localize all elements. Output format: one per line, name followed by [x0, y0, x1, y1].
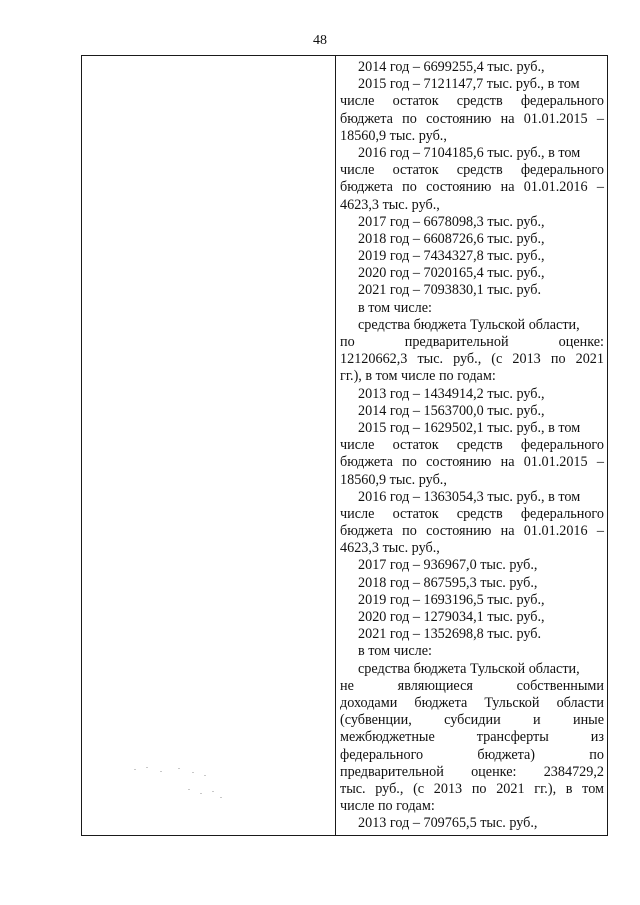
text-line: 2019 год – 1693196,5 тыс. руб.,: [358, 591, 545, 608]
document-table: [81, 55, 608, 836]
text-line: гг.), в том числе по годам:: [340, 368, 496, 385]
text-line: 2021 год – 1352698,8 тыс. руб.: [358, 626, 542, 643]
text-line: доходами бюджета Тульской области: [340, 694, 604, 711]
text-line: средства бюджета Тульской области,: [358, 316, 580, 333]
text-line: федерального бюджета) по: [340, 746, 604, 763]
text-line: 2016 год – 7104185,6 тыс. руб., в том: [358, 144, 581, 161]
page-number: 48: [313, 33, 327, 48]
text-line: 2013 год – 1434914,2 тыс. руб.,: [358, 385, 545, 402]
text-line: 2020 год – 7020165,4 тыс. руб.,: [358, 265, 545, 282]
text-line: 2014 год – 6699255,4 тыс. руб.,: [358, 59, 545, 75]
text-line: 12120662,3 тыс. руб., (с 2013 по 2021: [340, 351, 604, 368]
text-line: 4623,3 тыс. руб.,: [340, 540, 440, 557]
text-line: бюджета по состоянию на 01.01.2015 –: [340, 454, 604, 471]
text-line: тыс. руб., (с 2013 по 2021 гг.), в том: [340, 780, 604, 797]
text-line: бюджета по состоянию на 01.01.2016 –: [340, 179, 604, 196]
text-line: числе остаток средств федерального: [340, 93, 604, 110]
text-line: 18560,9 тыс. руб.,: [340, 127, 447, 144]
text-line: 2016 год – 1363054,3 тыс. руб., в том: [358, 488, 581, 505]
text-line: числе остаток средств федерального: [340, 437, 604, 454]
text-line: не являющиеся собственными: [340, 677, 604, 694]
table-left-cell: [82, 56, 335, 835]
text-line: 2014 год – 1563700,0 тыс. руб.,: [358, 402, 545, 419]
text-line: 2017 год – 936967,0 тыс. руб.,: [358, 557, 538, 574]
text-line: межбюджетные трансферты из: [340, 729, 604, 746]
scan-artifact: [130, 763, 250, 803]
text-line: 2020 год – 1279034,1 тыс. руб.,: [358, 609, 545, 625]
text-line: 2018 год – 867595,3 тыс. руб.,: [358, 574, 538, 591]
text-line: 2019 год – 7434327,8 тыс. руб.,: [358, 248, 545, 265]
text-line: 2018 год – 6608726,6 тыс. руб.,: [358, 230, 545, 247]
text-line: числе остаток средств федерального: [340, 505, 604, 522]
text-line: 2013 год – 709765,5 тыс. руб.,: [358, 815, 538, 832]
text-line: 2015 год – 1629502,1 тыс. руб., в том: [358, 419, 581, 436]
text-line: в том числе:: [358, 299, 432, 316]
text-line: в том числе:: [358, 643, 432, 660]
text-line: 18560,9 тыс. руб.,: [340, 471, 447, 488]
table-right-cell: [340, 59, 604, 832]
text-line: 2015 год – 7121147,7 тыс. руб., в том: [358, 76, 580, 93]
text-line: числе по годам:: [340, 798, 435, 815]
text-line: (субвенции, субсидии и иные: [340, 712, 604, 729]
text-line: средства бюджета Тульской области,: [358, 660, 580, 677]
text-line: предварительной оценке: 2384729,2: [340, 763, 604, 780]
text-line: 4623,3 тыс. руб.,: [340, 196, 440, 213]
column-divider: [335, 56, 336, 835]
text-line: 2021 год – 7093830,1 тыс. руб.: [358, 282, 542, 299]
text-line: числе остаток средств федерального: [340, 162, 604, 179]
text-line: по предварительной оценке:: [340, 334, 604, 350]
text-line: бюджета по состоянию на 01.01.2016 –: [340, 523, 604, 540]
text-line: 2017 год – 6678098,3 тыс. руб.,: [358, 213, 545, 230]
text-line: бюджета по состоянию на 01.01.2015 –: [340, 110, 604, 127]
